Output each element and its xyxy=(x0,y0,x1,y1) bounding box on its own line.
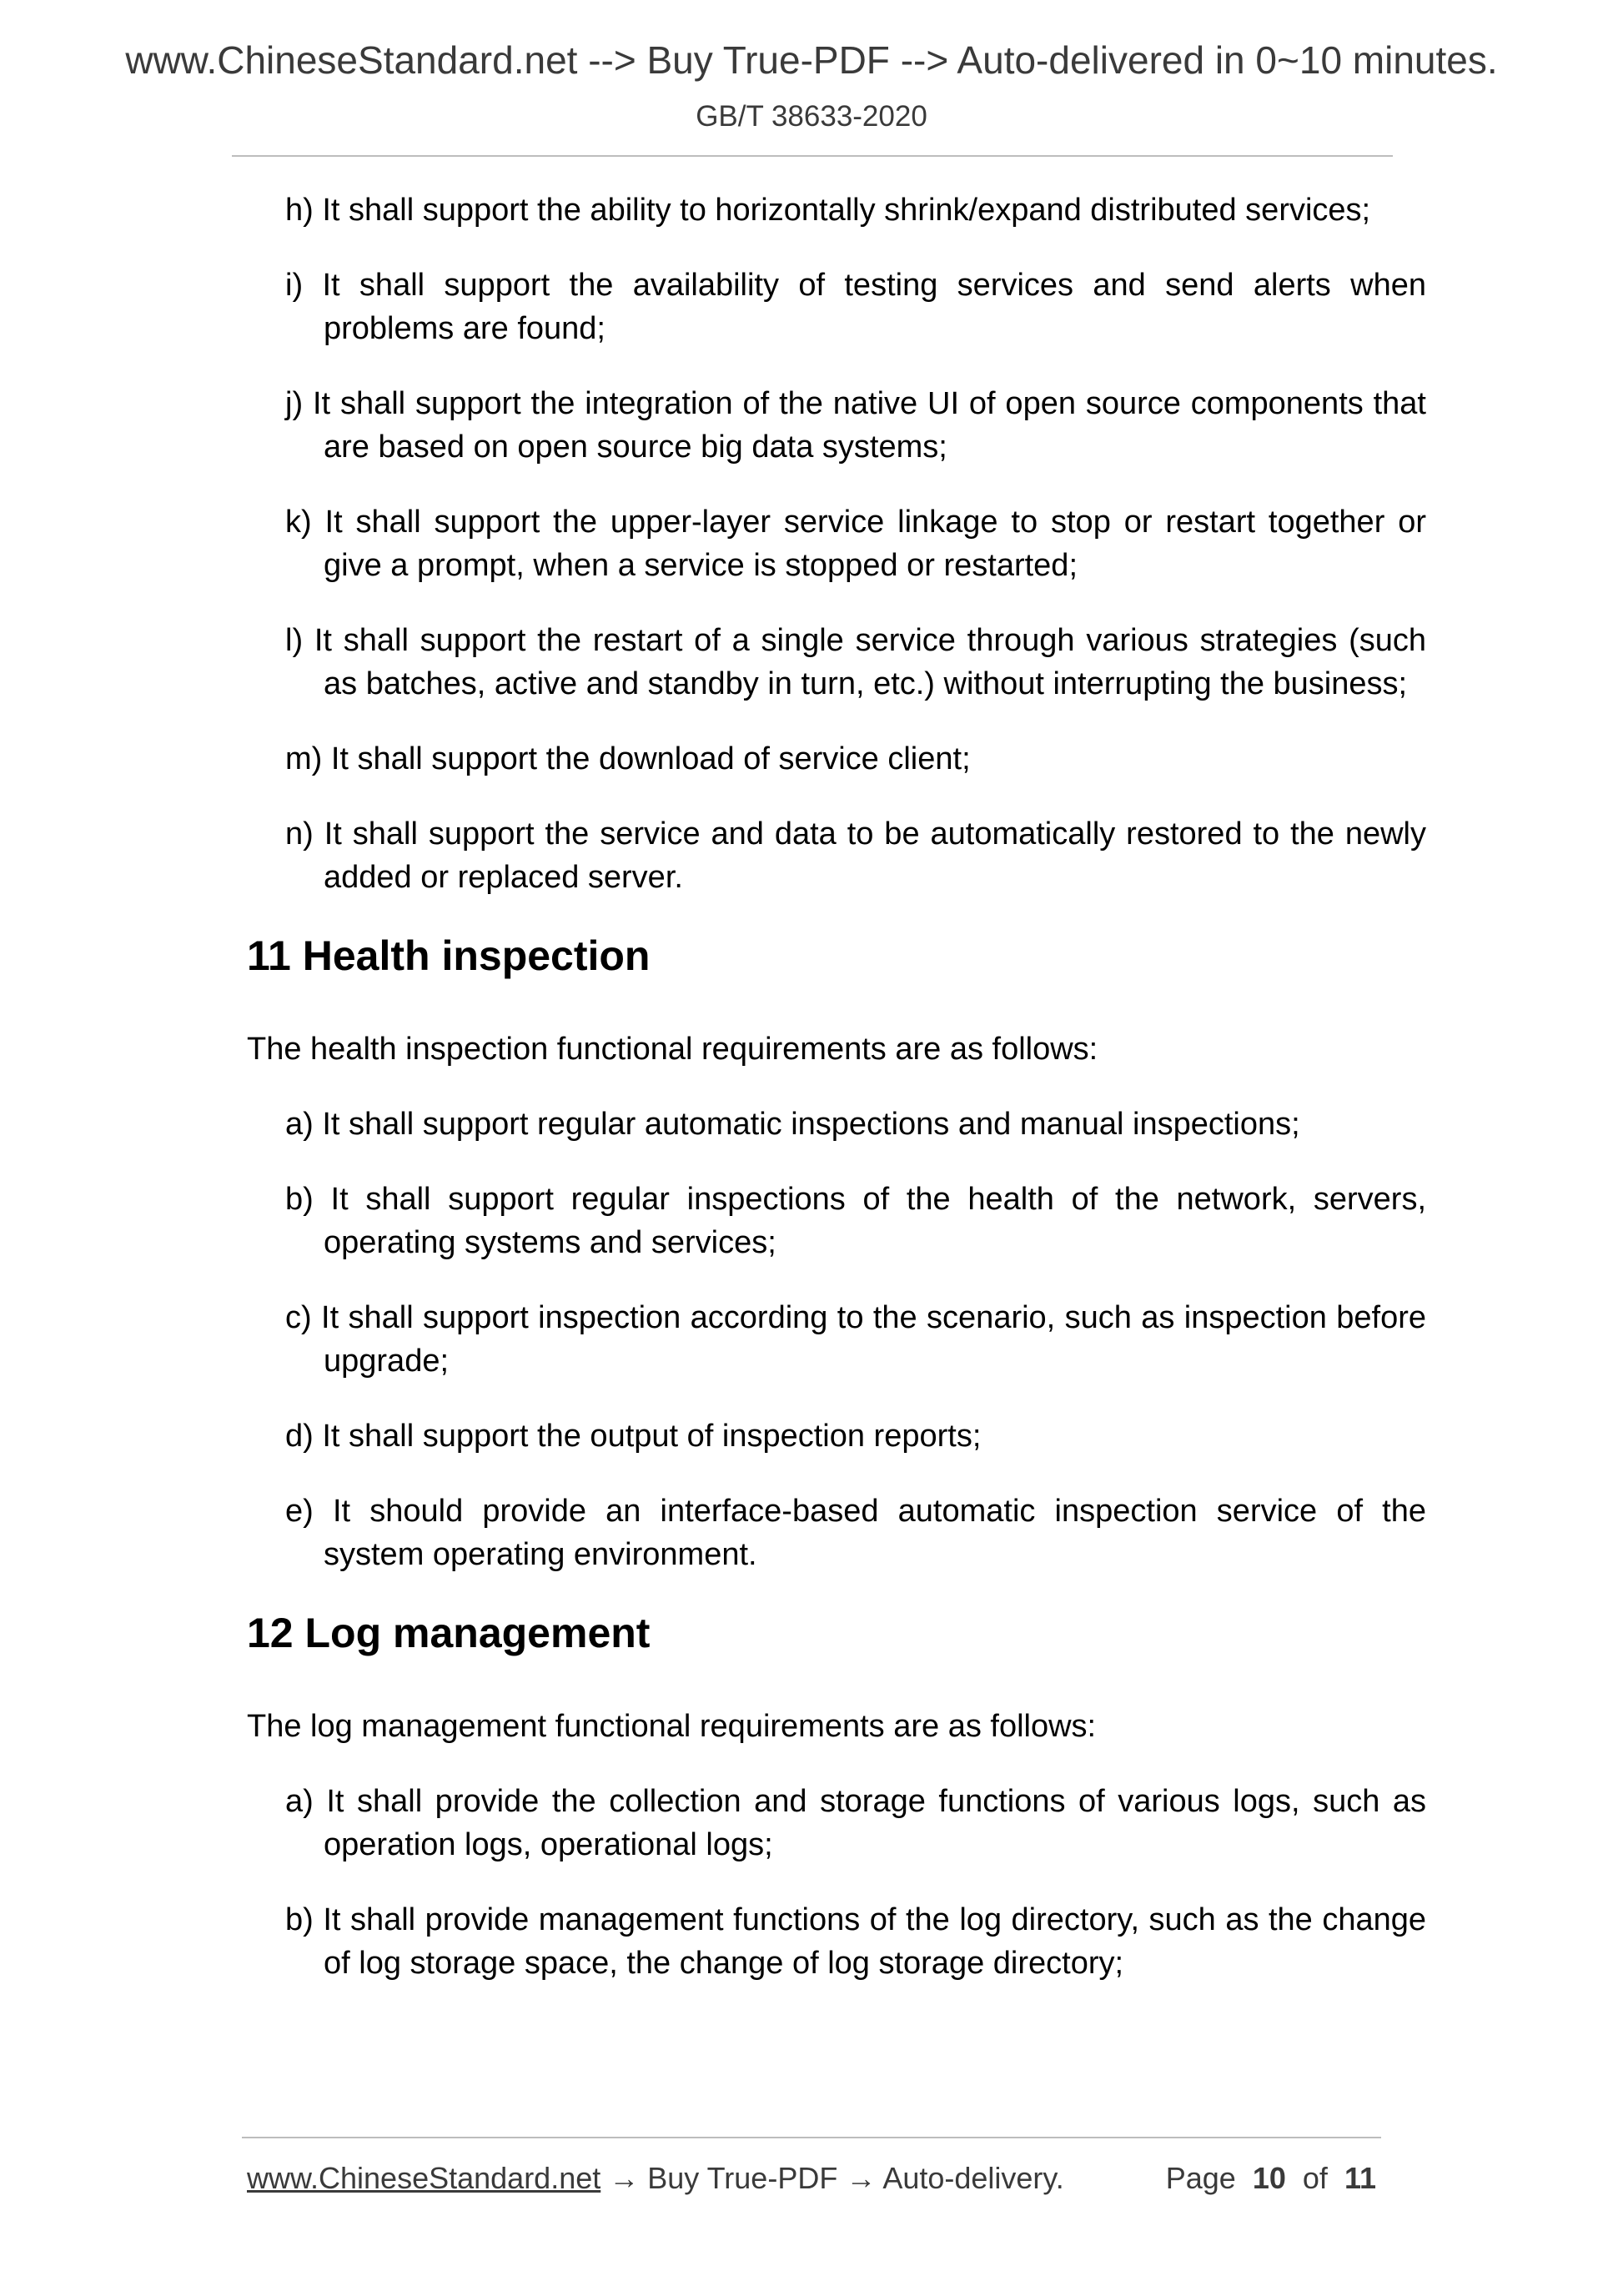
list-item xyxy=(285,264,1426,350)
list-marker: n) xyxy=(285,816,314,852)
list-item xyxy=(285,1296,1426,1383)
list-item-text: It shall support the service and data to be automatically restored to the newly added or replaced server. xyxy=(324,816,1426,895)
list-item-text: It shall support the output of inspection reports; xyxy=(322,1419,982,1454)
footer-tagline: → Buy True-PDF → Auto-delivery. xyxy=(600,2161,1064,2195)
section-heading-log-management: 12 Log management xyxy=(247,1610,651,1656)
footer-left xyxy=(247,2160,1064,2197)
section-intro: The health inspection functional requirements are as follows: xyxy=(247,1032,1098,1067)
list-marker: l) xyxy=(285,623,304,658)
list-marker: m) xyxy=(285,741,323,776)
list-item-text: It shall provide the collection and storage functions of various logs, such as operation logs, operational logs; xyxy=(324,1784,1427,1862)
list-item xyxy=(285,1103,1426,1146)
list-marker: a) xyxy=(285,1784,314,1819)
list-item-text: It shall support the upper-layer service linkage to stop or restart together or give a prompt, when a service is stopped or restarted; xyxy=(324,505,1426,583)
list-item-text: It shall support the restart of a single service through various strategies (such as batches, active and standby in turn, etc.) without interrupting the business; xyxy=(314,623,1427,701)
page-content xyxy=(0,188,1623,2017)
list-marker: e) xyxy=(285,1494,314,1529)
of-word: of xyxy=(1302,2161,1328,2195)
list-marker: j) xyxy=(285,386,304,421)
list-item-text: It shall support the integration of the native UI of open source components that are based on open source big data systems; xyxy=(312,386,1426,465)
list-item xyxy=(285,737,1426,781)
list-marker: a) xyxy=(285,1107,314,1142)
list-marker: d) xyxy=(285,1419,314,1454)
list-item xyxy=(285,812,1426,899)
list-marker: k) xyxy=(285,505,312,540)
list-item-text: It shall support regular inspections of the health of the network, servers, operating systems and services; xyxy=(324,1182,1426,1260)
section-intro: The log management functional requirements are as follows: xyxy=(247,1709,1097,1744)
list-marker: h) xyxy=(285,193,314,228)
list-marker: i) xyxy=(285,268,304,303)
list-item-text: It shall provide management functions of the log directory, such as the change of log storage space, the change of log storage directory; xyxy=(323,1902,1426,1981)
list-item xyxy=(285,1898,1426,1985)
document-code: GB/T 38633-2020 xyxy=(696,100,927,133)
list-item-text: It should provide an interface-based automatic inspection service of the system operating environment. xyxy=(324,1494,1426,1572)
page-current: 10 xyxy=(1252,2161,1286,2195)
list-item xyxy=(285,188,1426,232)
list-marker: b) xyxy=(285,1182,314,1217)
list-item-text: It shall support the download of service client; xyxy=(330,741,971,776)
list-item-text: It shall support the availability of testing services and send alerts when problems are found; xyxy=(322,268,1426,346)
footer-website-link[interactable]: www.ChineseStandard.net xyxy=(247,2161,601,2195)
list-item xyxy=(285,1780,1426,1866)
list-item xyxy=(285,500,1426,587)
page-word: Page xyxy=(1165,2161,1236,2195)
header-divider xyxy=(232,155,1393,157)
list-item-text: It shall support regular automatic inspections and manual inspections; xyxy=(322,1107,1300,1142)
page-total: 11 xyxy=(1344,2161,1376,2195)
list-item xyxy=(285,382,1426,469)
list-marker: b) xyxy=(285,1902,314,1937)
footer-divider xyxy=(242,2137,1381,2138)
list-item xyxy=(285,1414,1426,1458)
list-item-text: It shall support inspection according to the scenario, such as inspection before upgrade; xyxy=(321,1300,1426,1379)
list-item xyxy=(285,619,1426,706)
list-item-text: It shall support the ability to horizontally shrink/expand distributed services; xyxy=(322,193,1371,228)
list-item xyxy=(285,1178,1426,1264)
top-banner: www.ChineseStandard.net --> Buy True-PDF --> Auto-delivered in 0~10 minutes. xyxy=(125,38,1498,82)
section-heading-health-inspection: 11 Health inspection xyxy=(247,932,651,979)
page-number xyxy=(1166,2160,1376,2197)
list-item xyxy=(285,1490,1426,1576)
list-marker: c) xyxy=(285,1300,312,1335)
